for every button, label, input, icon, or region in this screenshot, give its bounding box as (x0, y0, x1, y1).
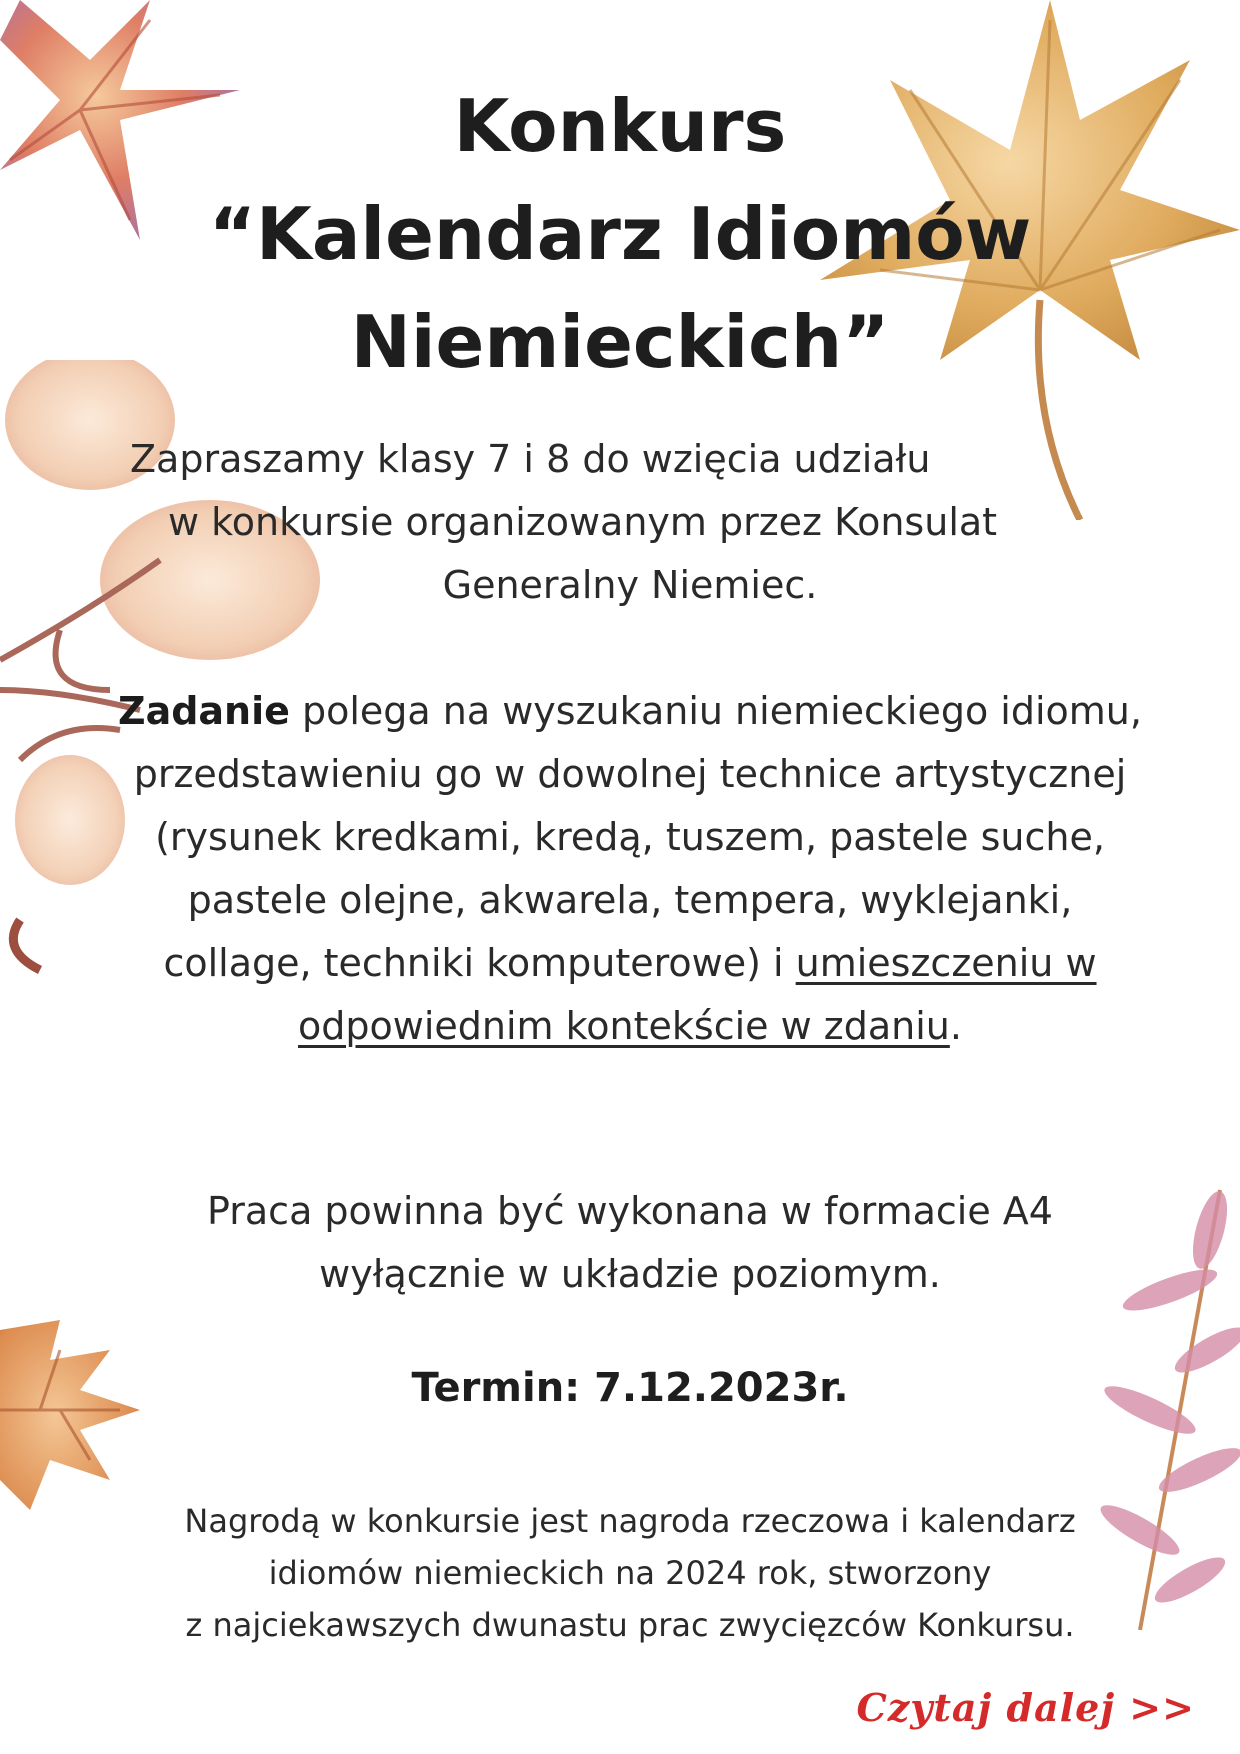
task-description: polega na wyszukaniu niemieckiego idiomu, przedstawieniu go w dowolnej technice artystycznej (rysunek kredkami, kredą, tuszem, pastele suche, pastele olejne, akwarela, tempera, wyklejanki, collage, techniki komputerowe) i (133, 689, 1142, 985)
intro-line-2: w konkursie organizowanym przez Konsulat (168, 500, 998, 544)
prize-line-2: idiomów niemieckich na 2024 rok, stworzony (268, 1554, 992, 1592)
deadline-text: Termin: 7.12.2023r. (411, 1365, 849, 1411)
prize-paragraph (130, 1495, 1130, 1651)
format-line-2: wyłącznie w układzie poziomym. (319, 1252, 941, 1296)
task-end-punctuation: . (949, 1004, 962, 1048)
prize-line-3: z najciekawszych dwunastu prac zwycięzców Konkursu. (185, 1606, 1075, 1644)
format-paragraph (110, 1180, 1150, 1306)
task-underlined-phrase: umieszczeniu w odpowiednim kontekście w zdaniu (298, 941, 1097, 1048)
title-line-3: Niemieckich” (350, 300, 890, 384)
intro-paragraph (110, 428, 1150, 617)
task-paragraph (110, 680, 1150, 1058)
intro-line-1: Zapraszamy klasy 7 i 8 do wzięcia udziału (130, 437, 931, 481)
task-bold-word: Zadanie (118, 689, 290, 733)
intro-line-3: Generalny Niemiec. (442, 563, 818, 607)
prize-line-1: Nagrodą w konkursie jest nagroda rzeczowa i kalendarz (184, 1502, 1076, 1540)
page-title (160, 72, 1080, 396)
title-line-2: “Kalendarz Idiomów (208, 192, 1032, 276)
read-more-link[interactable]: Czytaj dalej >> (856, 1685, 1195, 1730)
format-line-1: Praca powinna być wykonana w formacie A4 (207, 1189, 1053, 1233)
title-line-1: Konkurs (453, 84, 787, 168)
